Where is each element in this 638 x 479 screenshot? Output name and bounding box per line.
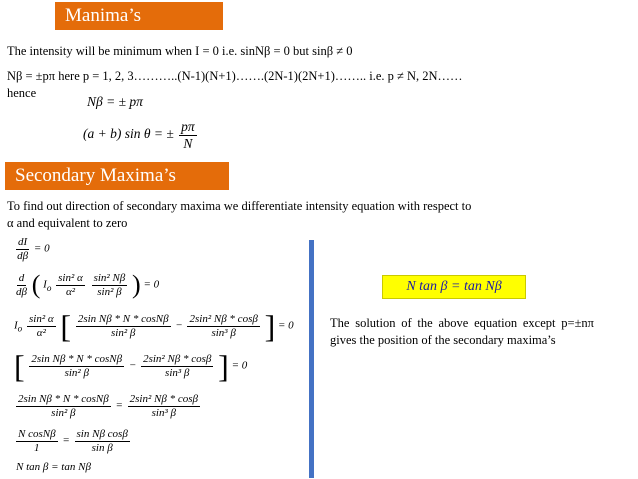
equation-6: $\frac{\text{N cosNβ}}{1}$ = $\frac{\text{sin Nβ cosβ}}{\text{sin β}}$	[18, 428, 128, 454]
p-values-text: Nβ = ±pπ here p = 1, 2, 3………..(N-1)(N+1)…….(2N-1)(2N+1)…….. i.e. p ≠ N, 2N……	[7, 69, 463, 83]
solution-text: The solution of the above equation except p=±nπ gives the position of the secondary maxima’s	[330, 316, 594, 347]
equation-7: N tan β = tan Nβ	[16, 461, 91, 473]
direction-text: To find out direction of secondary maxima we differentiate intensity equation with respect to	[7, 199, 472, 213]
grating-lhs: (a + b) sin θ = ±	[83, 126, 174, 142]
highlighted-equation: N tan β = tan Nβ	[382, 275, 526, 299]
equation-grating	[83, 119, 199, 151]
minima-banner: Manima’s	[55, 2, 223, 30]
equation-5: $\frac{\text{2sin Nβ * N * cosNβ}}{\text{sin² β}}$ = $\frac{\text{2sin² Nβ * cosβ}}{\text{sin³ β}}$	[18, 393, 198, 419]
secondary-maxima-banner: Secondary Maxima’s	[5, 162, 229, 190]
equation-3: $I_o$ $\frac{\text{sin² α}}{\text{α²}}$ [ $\frac{\text{2sin Nβ * N * cosNβ}}{\text{sin² β}}$ − $\frac{\text{2sin² Nβ * cosβ}}{\text{sin³ β}}$ ] = 0	[14, 308, 294, 344]
equation-1: $\frac{dI}{d\beta}$ = 0	[17, 236, 50, 262]
minimum-condition-text: The intensity will be minimum when I = 0 i.e. sinNβ = 0 but sinβ ≠ 0	[7, 44, 353, 58]
grating-fraction: $\frac{p\pi}{N}$	[181, 119, 195, 151]
equation-2: $\frac{d}{d\beta}$ ( $I_o$ $\frac{\text{sin² α}}{\text{α²}}$ $\frac{\text{sin² Nβ}}{\text{sin² β}}$ ) = 0	[16, 270, 160, 300]
alpha-text: α and equivalent to zero	[7, 216, 128, 230]
equation-n-beta: Nβ = ± pπ	[87, 94, 143, 109]
equation-4: [ $\frac{\text{2sin Nβ * N * cosNβ}}{\text{sin² β}}$ − $\frac{\text{2sin² Nβ * cosβ}}{\text{sin³ β}}$ ] = 0	[14, 348, 248, 384]
hence-text: hence	[7, 86, 37, 100]
divider-line	[309, 240, 314, 478]
